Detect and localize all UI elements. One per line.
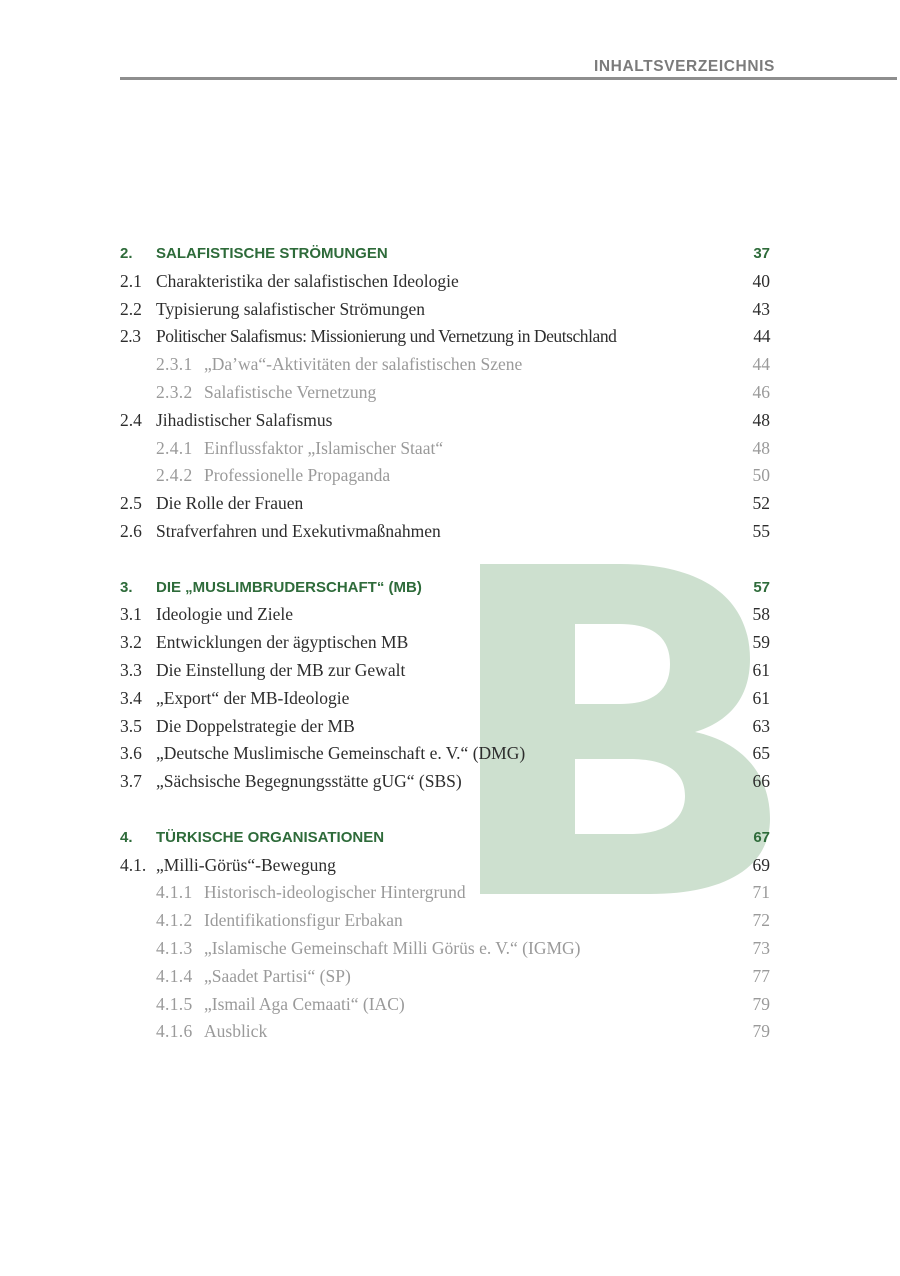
- toc-entry-2-3[interactable]: 2.3 Politischer Salafismus: Missionierung und Vernetzung in Deutschland 44: [120, 326, 770, 347]
- toc-entry-3-7[interactable]: 3.7 „Sächsische Begegnungsstätte gUG“ (SBS) 66: [120, 771, 770, 792]
- toc-entry-2-2[interactable]: 2.2 Typisierung salafistischer Strömungen 43: [120, 298, 770, 319]
- toc-chapter-2[interactable]: 2. SALAFISTISCHE STRÖMUNGEN 37: [120, 245, 770, 262]
- toc-entry-2-3-2[interactable]: 2.3.2 Salafistische Vernetzung 46: [156, 381, 770, 402]
- toc-entry-2-1[interactable]: 2.1 Charakteristika der salafistischen Ideologie 40: [120, 270, 770, 291]
- toc-entry-3-4[interactable]: 3.4 „Export“ der MB-Ideologie 61: [120, 687, 770, 708]
- toc-entry-4-1[interactable]: 4.1. „Milli-Görüs“-Bewegung 69: [120, 854, 770, 875]
- toc-entry-2-5[interactable]: 2.5 Die Rolle der Frauen 52: [120, 493, 770, 514]
- toc-entry-2-6[interactable]: 2.6 Strafverfahren und Exekutivmaßnahmen 55: [120, 520, 770, 541]
- toc-entry-4-1-1[interactable]: 4.1.1 Historisch-ideologischer Hintergrund 71: [156, 882, 770, 903]
- table-of-contents: [120, 240, 770, 1046]
- toc-entry-4-1-4[interactable]: 4.1.4 „Saadet Partisi“ (SP) 77: [156, 965, 770, 986]
- toc-entry-3-1[interactable]: 3.1 Ideologie und Ziele 58: [120, 604, 770, 625]
- toc-entry-3-3[interactable]: 3.3 Die Einstellung der MB zur Gewalt 61: [120, 659, 770, 680]
- toc-entry-2-4-1[interactable]: 2.4.1 Einflussfaktor „Islamischer Staat“ 48: [156, 437, 770, 458]
- toc-entry-2-4-2[interactable]: 2.4.2 Professionelle Propaganda 50: [156, 465, 770, 486]
- spacer: [120, 796, 770, 824]
- spacer: [120, 546, 770, 574]
- toc-entry-4-1-2[interactable]: 4.1.2 Identifikationsfigur Erbakan 72: [156, 910, 770, 931]
- toc-entry-2-3-1[interactable]: 2.3.1 „Da’wa“-Aktivitäten der salafistischen Szene 44: [156, 354, 770, 375]
- toc-entry-2-4[interactable]: 2.4 Jihadistischer Salafismus 48: [120, 409, 770, 430]
- header-rule: [120, 77, 897, 80]
- toc-entry-3-5[interactable]: 3.5 Die Doppelstrategie der MB 63: [120, 715, 770, 736]
- toc-chapter-3[interactable]: 3. DIE „MUSLIMBRUDERSCHAFT“ (MB) 57: [120, 578, 770, 596]
- toc-chapter-4[interactable]: 4. TÜRKISCHE ORGANISATIONEN 67: [120, 828, 770, 846]
- toc-entry-4-1-5[interactable]: 4.1.5 „Ismail Aga Cemaati“ (IAC) 79: [156, 993, 770, 1014]
- toc-entry-4-1-6[interactable]: 4.1.6 Ausblick 79: [156, 1021, 770, 1042]
- toc-entry-3-6[interactable]: 3.6 „Deutsche Muslimische Gemeinschaft e. V.“ (DMG) 65: [120, 743, 770, 764]
- toc-entry-3-2[interactable]: 3.2 Entwicklungen der ägyptischen MB 59: [120, 632, 770, 653]
- toc-entry-4-1-3[interactable]: 4.1.3 „Islamische Gemeinschaft Milli Görüs e. V.“ (IGMG) 73: [156, 937, 770, 958]
- running-header: INHALTSVERZEICHNIS: [593, 58, 775, 75]
